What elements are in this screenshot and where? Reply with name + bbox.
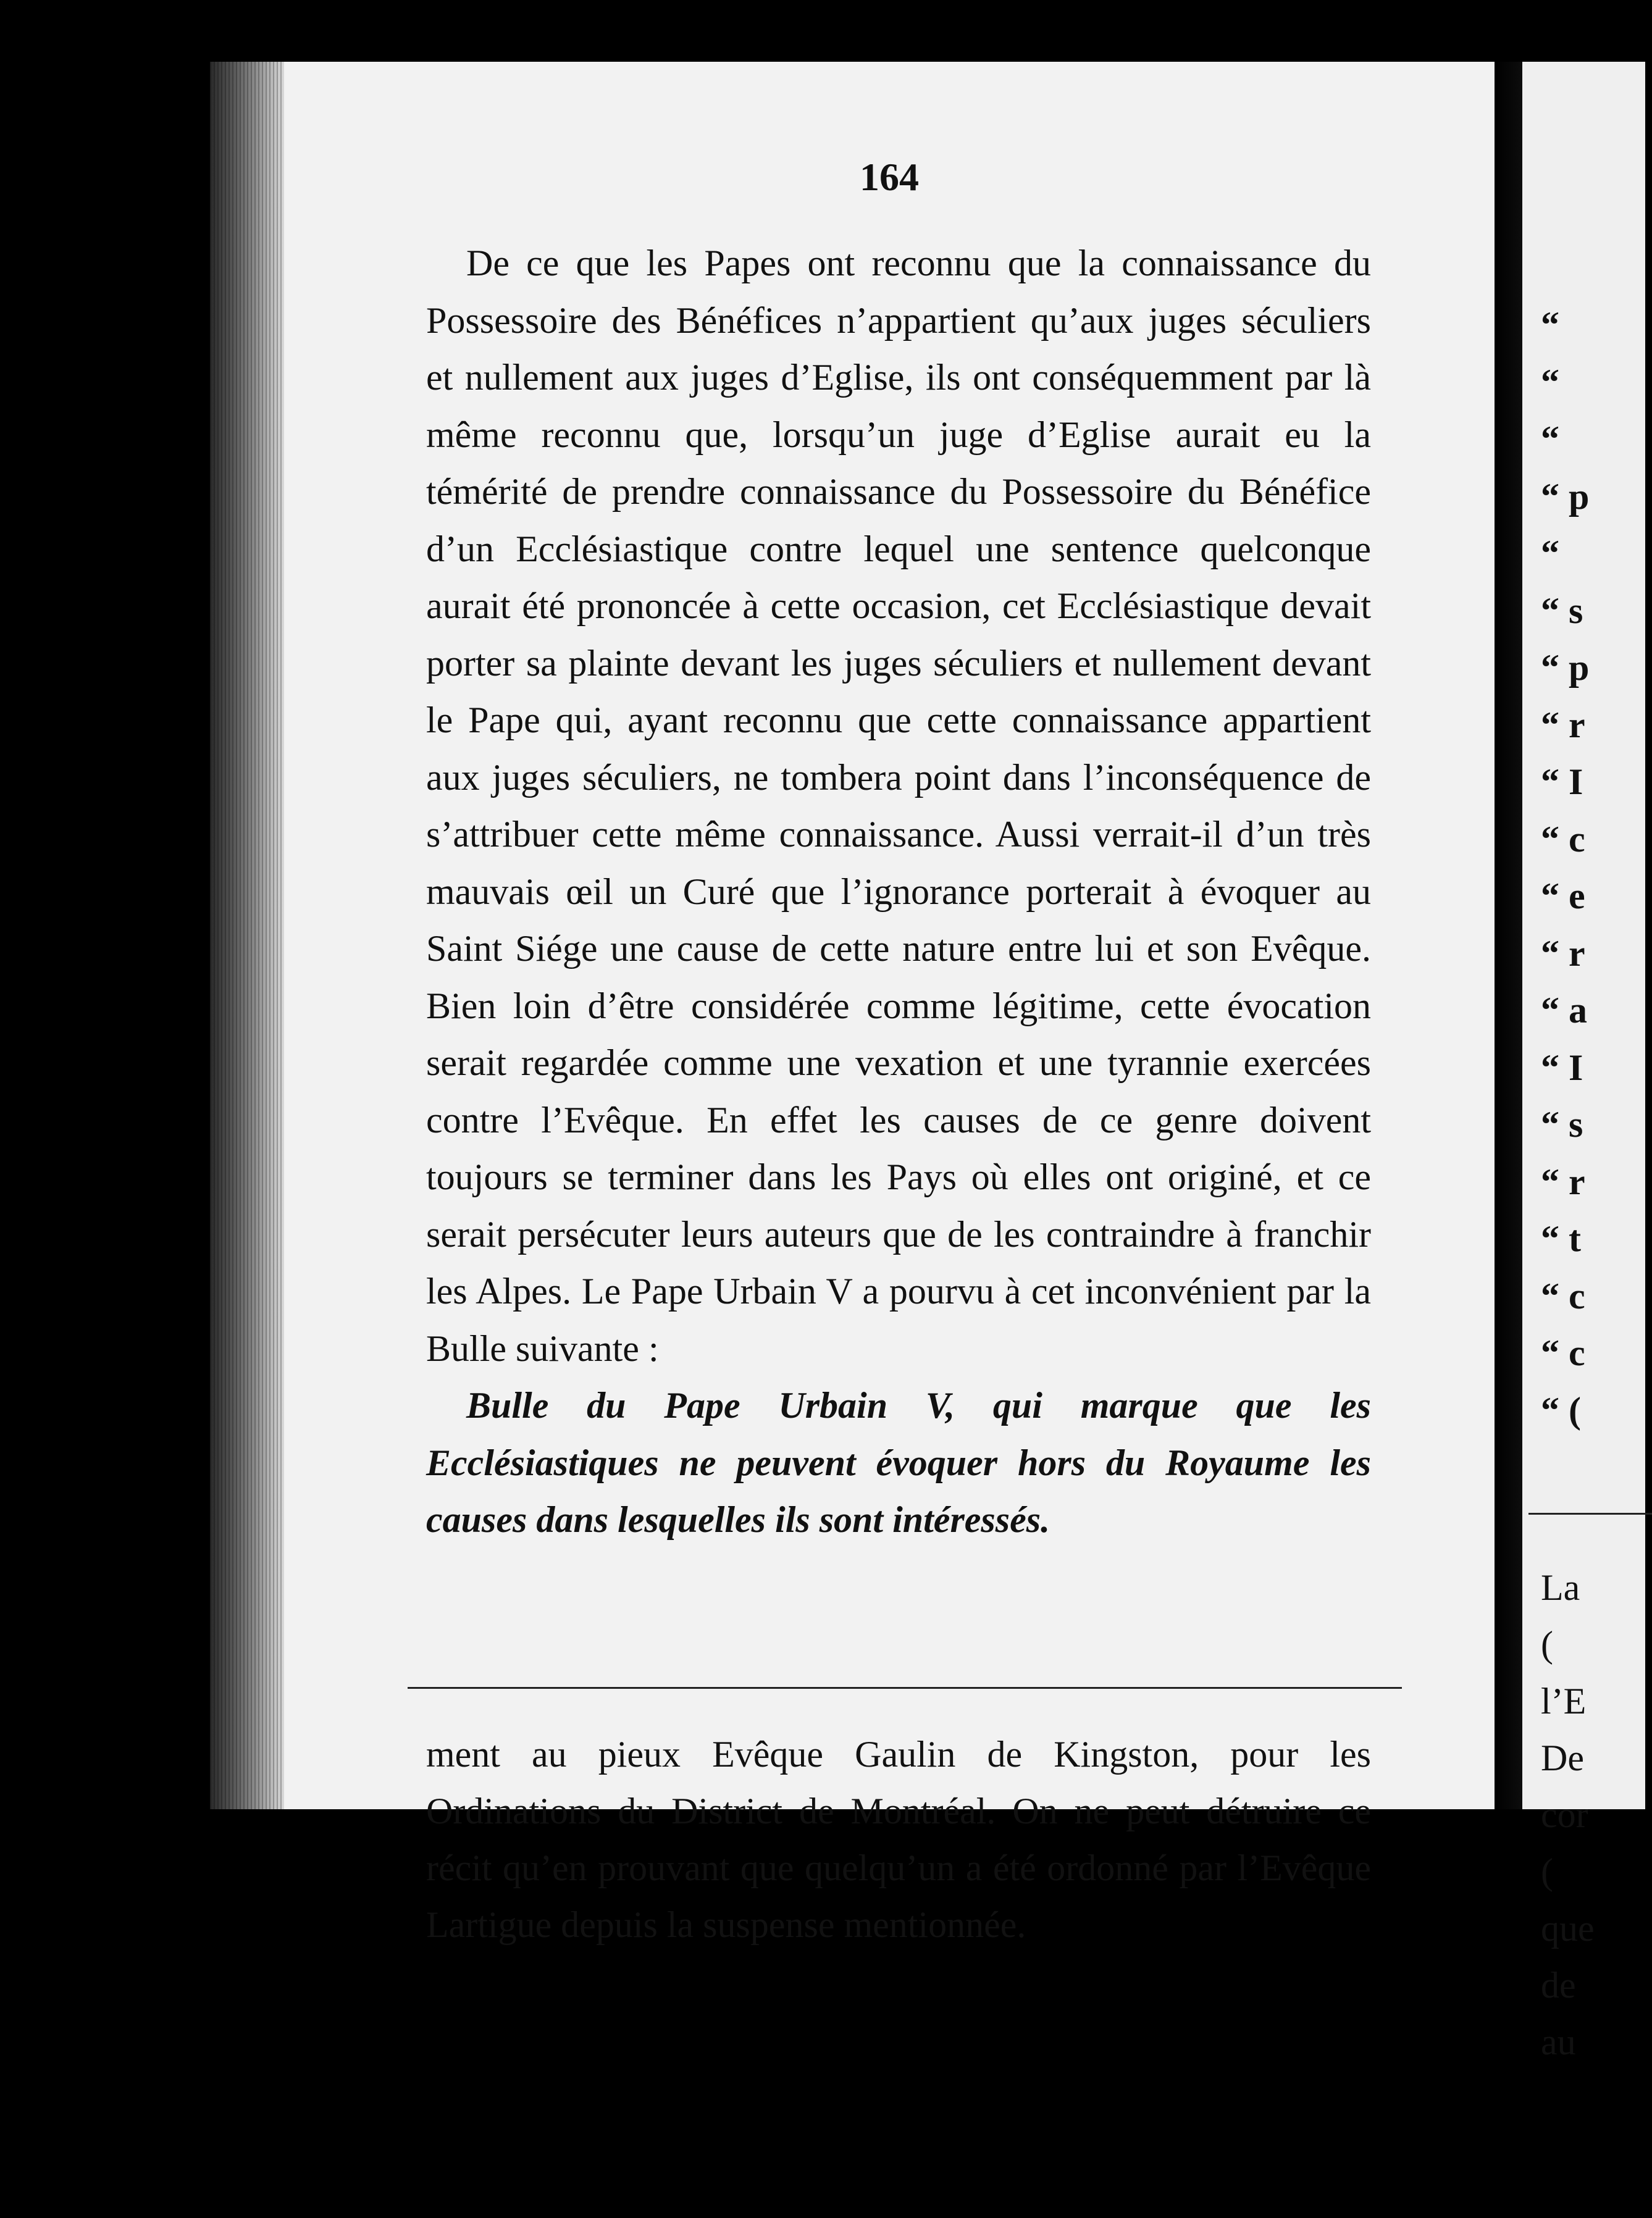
right-page-footnote-lines <box>1541 1559 1595 2070</box>
right-page-quote-line: “ ( <box>1541 1389 1581 1431</box>
right-page-footnote-line: De <box>1541 1738 1584 1778</box>
right-page-quote-line: “ c <box>1541 1275 1585 1316</box>
right-page-footnote-line: que <box>1541 1908 1595 1949</box>
right-page-quote-line: “ I <box>1541 1047 1583 1088</box>
right-page-divider <box>1528 1513 1652 1515</box>
right-page-footnote-line: ( <box>1541 1851 1553 1892</box>
right-page-fragment <box>1522 62 1645 2062</box>
right-page-quote-line: “ I <box>1541 761 1583 802</box>
right-page-quote-line: “ s <box>1541 1104 1583 1145</box>
main-paragraph: De ce que les Papes ont reconnu que la connaissance du Possessoire des Bénéfices n’appartient qu’aux juges séculiers et nullement aux juges d’Eglise, ils ont conséquemment par là même reconnu que, lorsqu’un juge d’Eglise aurait eu la témérité de prendre connaissance du Possessoire du Bénéfice d’un Ecclésiastique contre lequel une sentence quelconque aurait été prononcée à cette occasion, cet Ecclésiastique devait porter sa plainte devant les juges séculiers et nullement devant le Pape qui, ayant reconnu que cette connaissance appartient aux juges séculiers, ne tombera point dans l’inconséquence de s’attribuer cette même connaissance. Aussi verrait-il d’un très mauvais œil un Curé que l’ignorance porterait à évoquer au Saint Siége une cause de cette nature entre lui et son Evêque. Bien loin d’être considérée comme légitime, cette évocation serait regardée comme une vexation et une tyrannie exercées contre l’Evêque. En effet les causes de ce genre doivent toujours se terminer dans les Pays où elles ont originé, et ce serait persécuter leurs auteurs que de les contraindre à franchir les Alpes. Le Pape Urbain V a pourvu à cet inconvénient par la Bulle suivante : <box>426 243 1371 1369</box>
right-page-quote-line: “ c <box>1541 1333 1585 1373</box>
right-page-quote-line: “ p <box>1541 475 1590 517</box>
right-page-footnote-line: l’E <box>1541 1681 1587 1722</box>
right-page-footnote-line: cor <box>1541 1794 1588 1835</box>
right-page-footnote-line: La <box>1541 1567 1580 1608</box>
right-page-quote-line: “ <box>1541 304 1559 345</box>
right-page-quote-line: “ r <box>1541 932 1585 974</box>
footnote-text: ment au pieux Evêque Gaulin de Kingston, pour les Ordinations du District de Montréal. On ne peut détruire ce récit qu’en prouvant que quelqu’un a été ordonné par l’Evêque Lartigue depuis la suspense mentionnée. <box>426 1734 1371 1945</box>
right-page-quote-line: “ <box>1541 361 1559 403</box>
right-page-quote-line: “ p <box>1541 647 1590 688</box>
right-page-quote-line: “ r <box>1541 1161 1585 1202</box>
right-page-quote-line: “ <box>1541 419 1559 459</box>
left-page <box>284 62 1495 1945</box>
right-page-quote-line: “ s <box>1541 590 1583 631</box>
right-page-quote-line: “ c <box>1541 818 1585 860</box>
book-page-edges <box>210 62 284 1809</box>
right-page-quote-line: “ t <box>1541 1218 1581 1259</box>
right-page-quote-line: “ <box>1541 533 1559 574</box>
right-page-quote-line: “ e <box>1541 876 1585 916</box>
right-page-quote-lines <box>1541 296 1589 1439</box>
right-page-footnote-line: ( <box>1541 1624 1553 1665</box>
page-number: 164 <box>860 155 919 199</box>
right-page-footnote-line: de <box>1541 1965 1576 2006</box>
right-page-footnote-line: au <box>1541 2022 1576 2062</box>
bull-caption: Bulle du Pape Urbain V, qui marque que les Ecclésiastiques ne peuvent évoquer hors du Royaume les causes dans lesquelles ils sont intéressés. <box>426 1385 1371 1540</box>
right-page-quote-line: “ a <box>1541 990 1587 1031</box>
footnote-divider <box>408 1687 1402 1689</box>
right-page-quote-line: “ r <box>1541 704 1585 745</box>
main-text <box>426 235 1371 1549</box>
